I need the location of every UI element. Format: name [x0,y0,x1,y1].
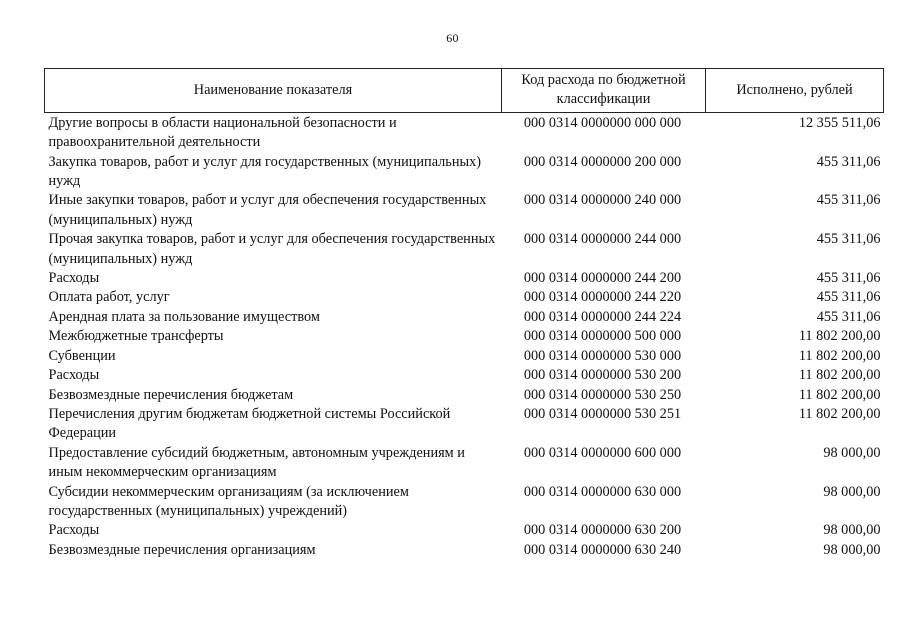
row-code: 000 0314 0000000 244 220 [523,289,682,306]
row-name: Расходы [48,270,100,287]
row-code: 000 0314 0000000 500 000 [523,328,682,345]
table-row [45,308,884,327]
row-amount: 455 311,06 [816,231,881,248]
table-row [45,347,884,366]
table-row [45,483,884,522]
row-name: Оплата работ, услуг [48,289,170,306]
row-amount: 455 311,06 [816,153,881,170]
row-amount: 98 000,00 [823,522,881,539]
table-row [45,112,884,152]
row-amount: 98 000,00 [823,541,881,558]
table-row [45,444,884,483]
page-number: 60 [446,31,459,45]
row-amount: 98 000,00 [823,483,881,500]
column-header-amount: Исполнено, рублей [706,69,884,113]
row-amount: 455 311,06 [816,308,881,325]
row-amount: 11 802 200,00 [798,386,881,403]
row-name: Иные закупки товаров, работ и услуг для обеспечения государственных (муниципальных) нужд [48,192,487,228]
row-code: 000 0314 0000000 630 200 [523,522,682,539]
row-amount: 455 311,06 [816,289,881,306]
row-name: Расходы [48,522,100,539]
row-code: 000 0314 0000000 600 000 [523,444,682,461]
row-code: 000 0314 0000000 630 240 [523,541,682,558]
table-row [45,153,884,192]
table-row [45,521,884,540]
row-name: Расходы [48,367,100,384]
row-name: Перечисления другим бюджетам бюджетной системы Российской Федерации [48,405,451,442]
row-amount: 11 802 200,00 [798,328,881,345]
row-code: 000 0314 0000000 000 000 [523,114,682,131]
row-amount: 11 802 200,00 [798,367,881,384]
row-name: Межбюджетные трансферты [48,328,224,345]
row-name: Другие вопросы в области национальной безопасности и правоохранительной деятельности [48,114,397,151]
row-name: Прочая закупка товаров, работ и услуг для обеспечения государственных (муниципальных) нужд [48,231,496,267]
row-name: Безвозмездные перечисления бюджетам [48,386,294,403]
row-amount: 455 311,06 [816,270,881,287]
row-name: Арендная плата за пользование имуществом [48,308,320,325]
row-code: 000 0314 0000000 530 000 [523,347,682,364]
row-amount: 11 802 200,00 [798,405,881,422]
table-row [45,366,884,385]
table-row [45,191,884,230]
row-amount: 98 000,00 [823,444,881,461]
row-code: 000 0314 0000000 630 000 [523,483,682,500]
row-code: 000 0314 0000000 240 000 [523,192,682,209]
row-code: 000 0314 0000000 200 000 [523,153,682,170]
row-code: 000 0314 0000000 244 200 [523,270,682,287]
row-code: 000 0314 0000000 244 224 [523,308,682,325]
row-name: Субсидии некоммерческим организациям (за исключением государственных (муниципальных) учреждений) [48,483,409,519]
table-row [45,327,884,346]
row-amount: 455 311,06 [816,192,881,209]
table-row [45,269,884,288]
table-row [45,230,884,269]
row-name: Закупка товаров, работ и услуг для государственных (муниципальных) нужд [48,153,481,190]
row-name: Предоставление субсидий бюджетным, автономным учреждениям и иным некоммерческим организациям [48,444,465,481]
row-amount: 11 802 200,00 [798,347,881,364]
row-name: Субвенции [48,347,116,364]
row-name: Безвозмездные перечисления организациям [48,541,316,558]
table-row [45,405,884,444]
table-row [45,541,884,560]
table-row [45,288,884,307]
table-row [45,386,884,405]
row-amount: 12 355 511,06 [798,114,881,131]
column-header-name: Наименование показателя [45,69,502,113]
expenditure-table [44,68,884,560]
row-code: 000 0314 0000000 244 000 [523,231,682,248]
row-code: 000 0314 0000000 530 200 [523,367,682,384]
row-code: 000 0314 0000000 530 251 [523,405,682,422]
table-header-row [45,69,884,113]
row-code: 000 0314 0000000 530 250 [523,386,682,403]
column-header-code: Код расхода по бюджетной классификации [502,69,706,113]
